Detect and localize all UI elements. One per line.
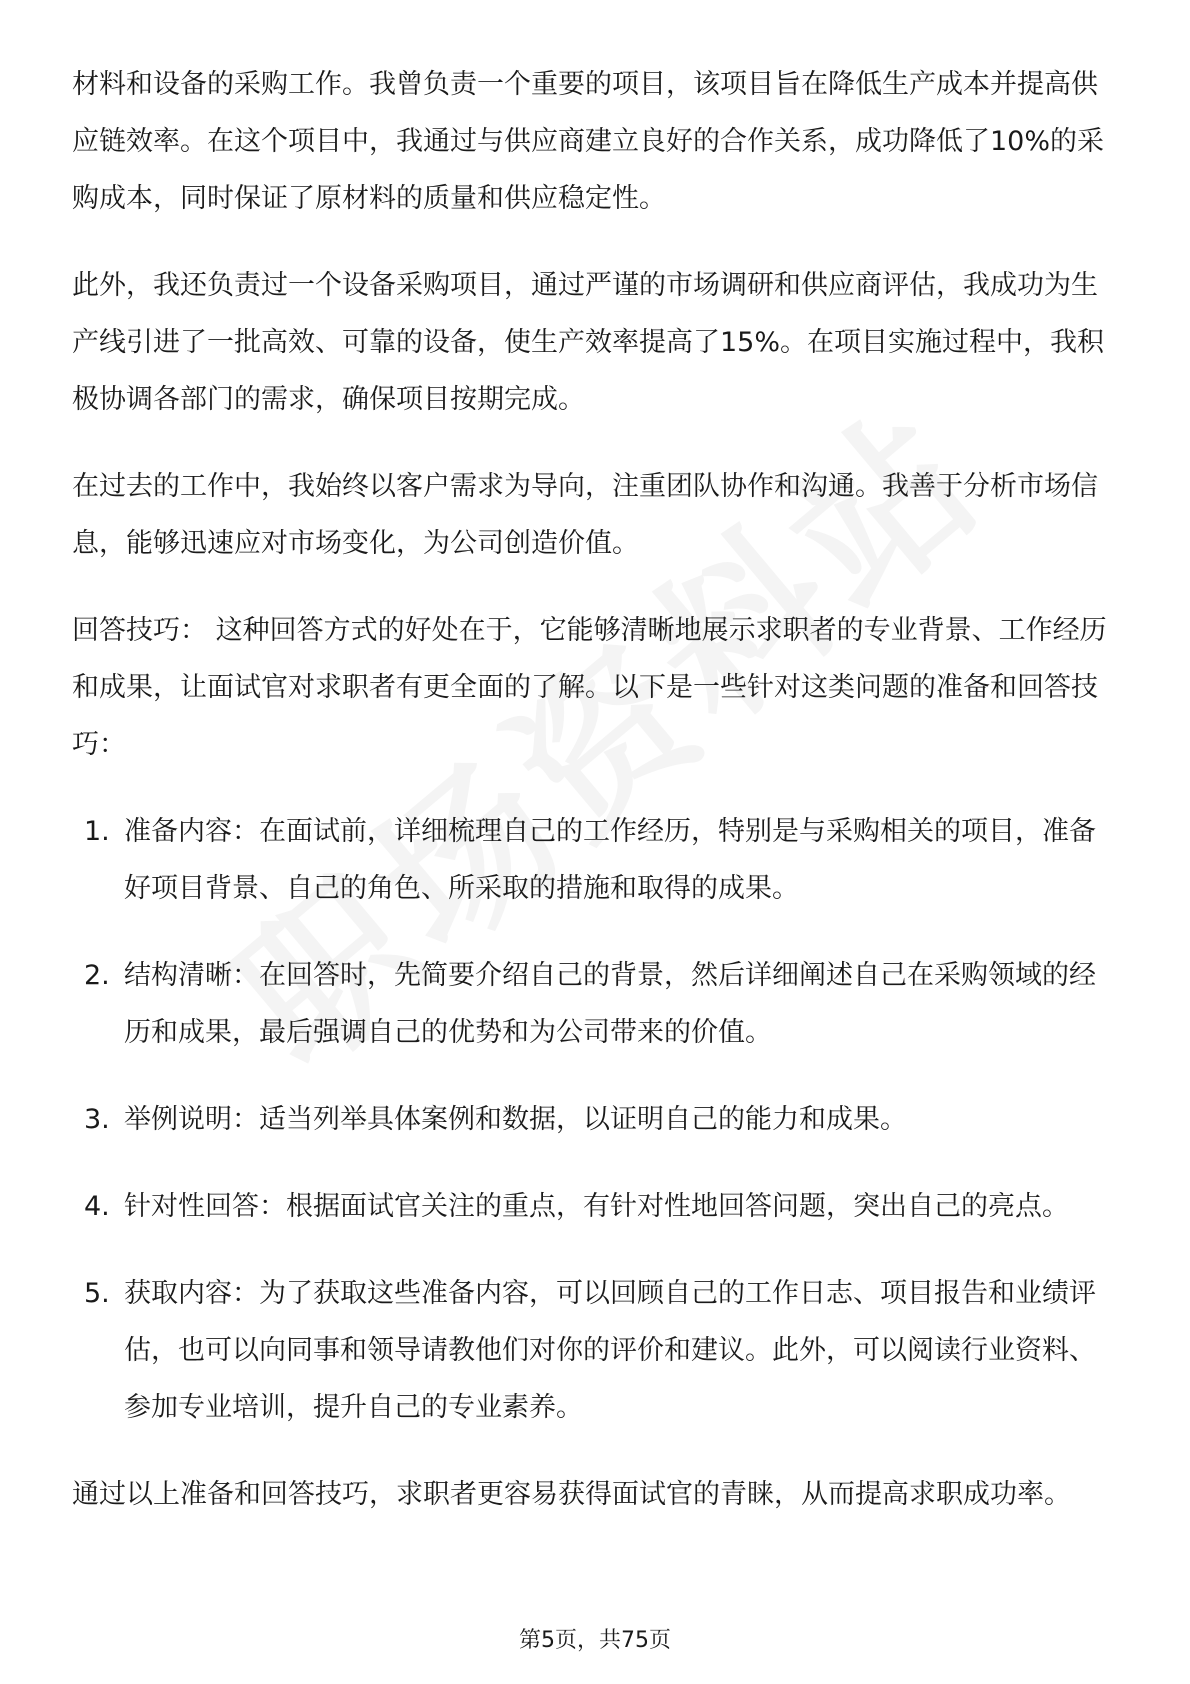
list-item <box>72 1178 1118 1235</box>
list-item-number: 5. <box>84 1278 110 1309</box>
paragraph-procurement-experience: 材料和设备的采购工作。我曾负责一个重要的项目，该项目旨在降低生产成本并提高供应链效率。在这个项目中，我通过与供应商建立良好的合作关系，成功降低了10%的采购成本，同时保证了原材料的质量和供应稳定性。 <box>72 69 1105 214</box>
list-item-text: 针对性回答：根据面试官关注的重点，有针对性地回答问题，突出自己的亮点。 <box>124 1191 1069 1222</box>
list-item-text: 获取内容：为了获取这些准备内容，可以回顾自己的工作日志、项目报告和业绩评估，也可以向同事和领导请教他们对你的评价和建议。此外，可以阅读行业资料、参加专业培训，提升自己的专业素养。 <box>124 1278 1096 1423</box>
paragraph-conclusion: 通过以上准备和回答技巧，求职者更容易获得面试官的青睐，从而提高求职成功率。 <box>72 1479 1071 1510</box>
document-body <box>72 56 1118 1553</box>
paragraph-work-attitude: 在过去的工作中，我始终以客户需求为导向，注重团队协作和沟通。我善于分析市场信息，能够迅速应对市场变化，为公司创造价值。 <box>72 471 1098 559</box>
list-item-number: 1. <box>84 816 110 847</box>
list-item <box>72 803 1118 917</box>
paragraph-answer-tips-intro: 回答技巧： 这种回答方式的好处在于，它能够清晰地展示求职者的专业背景、工作经历和成果，让面试官对求职者有更全面的了解。以下是一些针对这类问题的准备和回答技巧： <box>72 615 1107 760</box>
list-item-text: 举例说明：适当列举具体案例和数据，以证明自己的能力和成果。 <box>124 1104 907 1135</box>
list-item <box>72 1265 1118 1436</box>
list-item-number: 3. <box>84 1104 110 1135</box>
page-number: 第5页，共75页 <box>519 1628 671 1653</box>
paragraph-equipment-project: 此外，我还负责过一个设备采购项目，通过严谨的市场调研和供应商评估，我成功为生产线引进了一批高效、可靠的设备，使生产效率提高了15%。在项目实施过程中，我积极协调各部门的需求，确保项目按期完成。 <box>72 270 1105 415</box>
list-item-number: 2. <box>84 960 110 991</box>
list-item-text: 准备内容：在面试前，详细梳理自己的工作经历，特别是与采购相关的项目，准备好项目背景、自己的角色、所采取的措施和取得的成果。 <box>124 816 1096 904</box>
list-item-number: 4. <box>84 1191 110 1222</box>
list-item <box>72 1091 1118 1148</box>
tips-list <box>72 803 1118 1436</box>
list-item-text: 结构清晰：在回答时，先简要介绍自己的背景，然后详细阐述自己在采购领域的经历和成果，最后强调自己的优势和为公司带来的价值。 <box>124 960 1096 1048</box>
list-item <box>72 947 1118 1061</box>
